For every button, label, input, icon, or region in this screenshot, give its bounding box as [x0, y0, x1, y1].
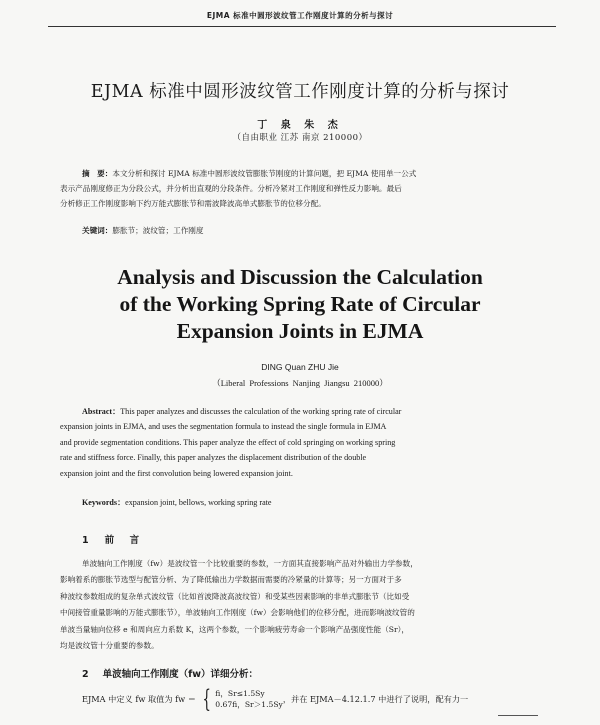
body-line: 单波当量轴向位移 e 和周向应力系数 K，这两个参数，一个影响疲劳寿命一个影响产品强度性能（Sr），: [60, 624, 409, 634]
page-corner-rule: [498, 715, 538, 716]
section-2-number: 2: [82, 669, 89, 680]
body-line: 中间接管重量影响的万能式膨胀节），单波轴向工作刚度（fw）会影响他们的位移分配，进而影响波纹管的: [60, 608, 415, 618]
section-1-title: 前 言: [104, 535, 143, 546]
english-abstract-label: Abstract：: [82, 407, 121, 416]
english-abstract-text: This paper analyzes and discusses the calculation of the working spring rate of circular: [120, 407, 402, 416]
english-affiliation: （Liberal Professions Nanjing Jiangsu 210000）: [212, 378, 388, 388]
formula-case-1: fi，Sr≤1.5Sy: [215, 689, 265, 698]
english-abstract: [60, 404, 542, 481]
english-authors: DING Quan ZHU Jie: [261, 362, 339, 372]
formula-after: ，并在 EJMA－4.12.1.7 中进行了说明，配有力一: [282, 693, 469, 704]
english-abstract-line: rate and stiffness force. Finally, this paper analyzes the displacement distribution of the double: [60, 453, 367, 463]
section-2-heading: [82, 666, 258, 680]
chinese-abstract-text: 本文分析和探讨 EJMA 标准中圆形波纹管膨胀节刚度的计算问题，把 EJMA 使用单一公式: [112, 169, 417, 178]
section-1-body: [60, 556, 542, 654]
english-title-line: Analysis and Discussion the Calculation: [117, 265, 483, 289]
english-title: [0, 264, 600, 345]
english-title-line: of the Working Spring Rate of Circular: [119, 292, 481, 316]
section-1-heading: [82, 532, 142, 546]
english-keywords: [82, 497, 542, 508]
chinese-abstract: [60, 166, 542, 211]
english-abstract-line: and provide segmentation conditions. This paper analyze the effect of cold springing on working spring: [60, 437, 396, 447]
formula-case-2: 0.67fi，Sr＞1.5Sy: [215, 700, 283, 709]
body-line: 影响着系的膨胀节选型与配管分析、为了降低输出力学数据而需要的冷紧量的计算等；另一方面对于多: [60, 575, 402, 585]
english-abstract-line: expansion joint and the first convolution being lowered expansion joint.: [60, 468, 293, 478]
body-line: 均是波纹管十分重要的参数。: [60, 641, 159, 651]
header-rule: [48, 26, 556, 27]
english-keywords-text: expansion joint, bellows, working spring rate: [125, 498, 272, 507]
chinese-keywords-label: 关键词：: [82, 226, 113, 235]
chinese-keywords: [82, 225, 542, 236]
chinese-title: EJMA 标准中圆形波纹管工作刚度计算的分析与探讨: [90, 82, 510, 102]
english-abstract-line: expansion joints in EJMA, and uses the segmentation formula to instead the single formula in EJMA: [60, 422, 387, 432]
running-head: EJMA 标准中圆形波纹管工作刚度计算的分析与探讨: [206, 11, 394, 20]
chinese-abstract-line: 表示产品刚度修正为分段公式，并分析出直观的分段条件。分析冷紧对工作刚度和弹性反力影响。最后: [60, 184, 402, 193]
chinese-keywords-text: 膨胀节；波纹管；工作刚度: [112, 226, 204, 235]
formula-cases: [215, 688, 283, 710]
english-title-line: Expansion Joints in EJMA: [176, 319, 424, 343]
formula-line: [82, 685, 552, 713]
body-line: 种波纹参数组成的复杂单式波纹管（比如首波降波高波纹管）和受某些因素影响的非单式膨胀节（比如受: [60, 591, 410, 601]
english-abstract-line: [60, 404, 542, 419]
chinese-abstract-label: 摘 要：: [82, 169, 113, 178]
chinese-abstract-line: [60, 166, 542, 181]
chinese-affiliation: （自由职业 江苏 南京 210000）: [232, 133, 368, 143]
section-1-number: 1: [82, 535, 89, 546]
section-2-title: 单波轴向工作刚度（fw）详细分析：: [102, 669, 259, 680]
english-keywords-label: Keywords：: [82, 498, 126, 507]
chinese-abstract-line: 分析修正工作刚度影响下约万能式膨胀节和需波降波高单式膨胀节的位移分配。: [60, 199, 326, 208]
chinese-authors: 丁 泉 朱 杰: [257, 120, 343, 131]
formula-intro: EJMA 中定义 fw 取值为 fw ＝: [82, 693, 196, 704]
left-brace-icon: {: [202, 685, 211, 713]
body-line: 单波轴向工作刚度（fw）是波纹管一个比较重要的参数，一方面其直接影响产品对外输出力学参数，: [82, 559, 418, 568]
